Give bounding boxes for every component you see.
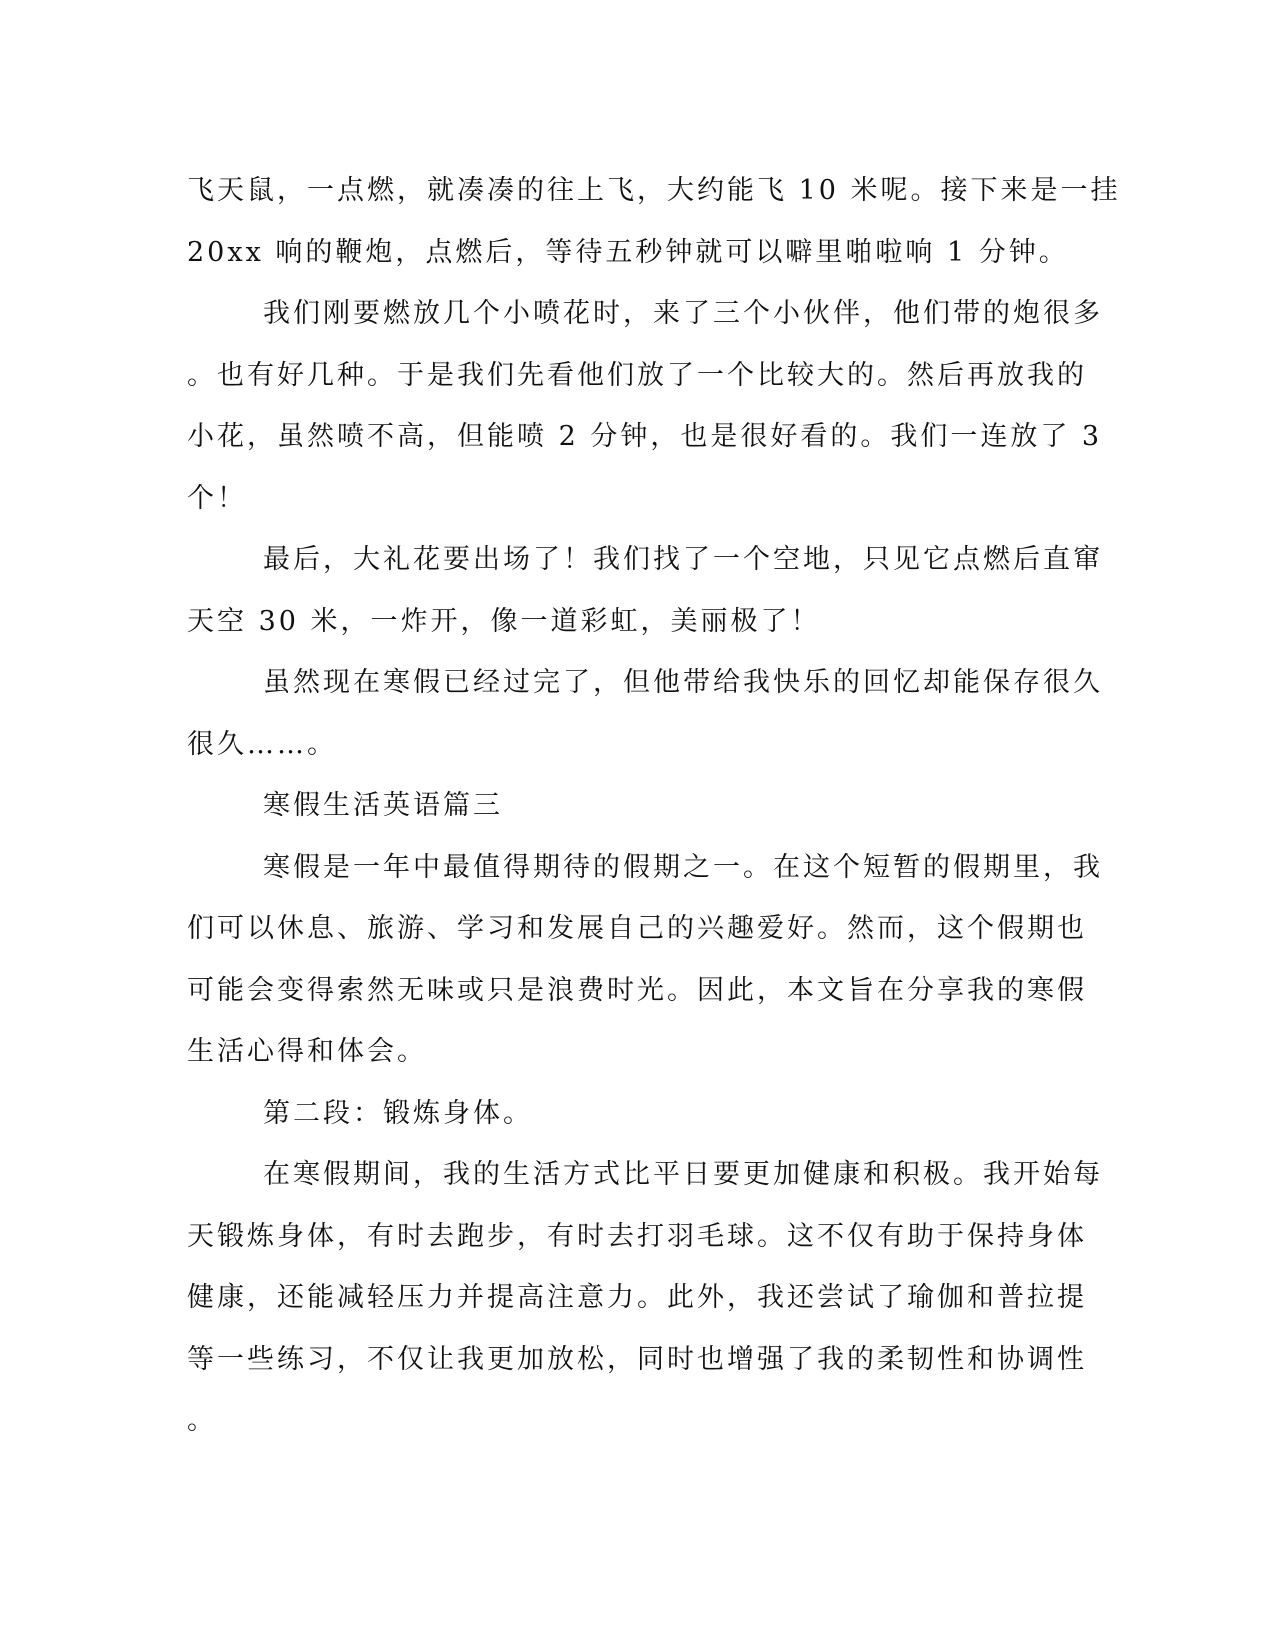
paragraph-start-line: 最后，大礼花要出场了！我们找了一个空地，只见它点燃后直窜	[263, 544, 1103, 575]
text-line: 生活心得和体会。	[187, 1036, 427, 1067]
text-line: 可能会变得索然无味或只是浪费时光。因此，本文旨在分享我的寒假	[187, 974, 1087, 1006]
text-line: 个！	[187, 482, 247, 514]
text-line: 们可以休息、旅游、学习和发展自己的兴趣爱好。然而，这个假期也	[187, 913, 1087, 944]
text-line: 20xx 响的鞭炮，点燃后，等待五秒钟就可以噼里啪啦响 1 分钟。	[187, 236, 1069, 268]
section-heading: 寒假生活英语篇三	[263, 790, 503, 821]
document-body	[187, 160, 1121, 1452]
paragraph-start-line: 在寒假期间，我的生活方式比平日要更加健康和积极。我开始每	[263, 1159, 1103, 1190]
text-line: 很久……。	[187, 728, 337, 760]
text-line: 。	[187, 1405, 217, 1436]
text-line: 。也有好几种。于是我们先看他们放了一个比较大的。然后再放我的	[187, 359, 1087, 391]
text-line: 健康，还能减轻压力并提高注意力。此外，我还尝试了瑜伽和普拉提	[187, 1282, 1087, 1313]
text-line: 天锻炼身体，有时去跑步，有时去打羽毛球。这不仅有助于保持身体	[187, 1220, 1087, 1252]
paragraph-start-line: 我们刚要燃放几个小喷花时，来了三个小伙伴，他们带的炮很多	[263, 298, 1103, 329]
paragraph-start-line: 寒假是一年中最值得期待的假期之一。在这个短暂的假期里，我	[263, 851, 1103, 883]
subsection-heading: 第二段：锻炼身体。	[263, 1097, 533, 1129]
text-line: 天空 30 米，一炸开，像一道彩虹，美丽极了！	[187, 605, 821, 637]
text-line: 小花，虽然喷不高，但能喷 2 分钟，也是很好看的。我们一连放了 3	[187, 421, 1103, 452]
text-line: 等一些练习，不仅让我更加放松，同时也增强了我的柔韧性和协调性	[187, 1343, 1087, 1375]
text-line: 飞天鼠，一点燃，就凑凑的往上飞，大约能飞 10 米呢。接下来是一挂	[187, 175, 1121, 206]
paragraph-start-line: 虽然现在寒假已经过完了，但他带给我快乐的回忆却能保存很久	[263, 667, 1103, 698]
